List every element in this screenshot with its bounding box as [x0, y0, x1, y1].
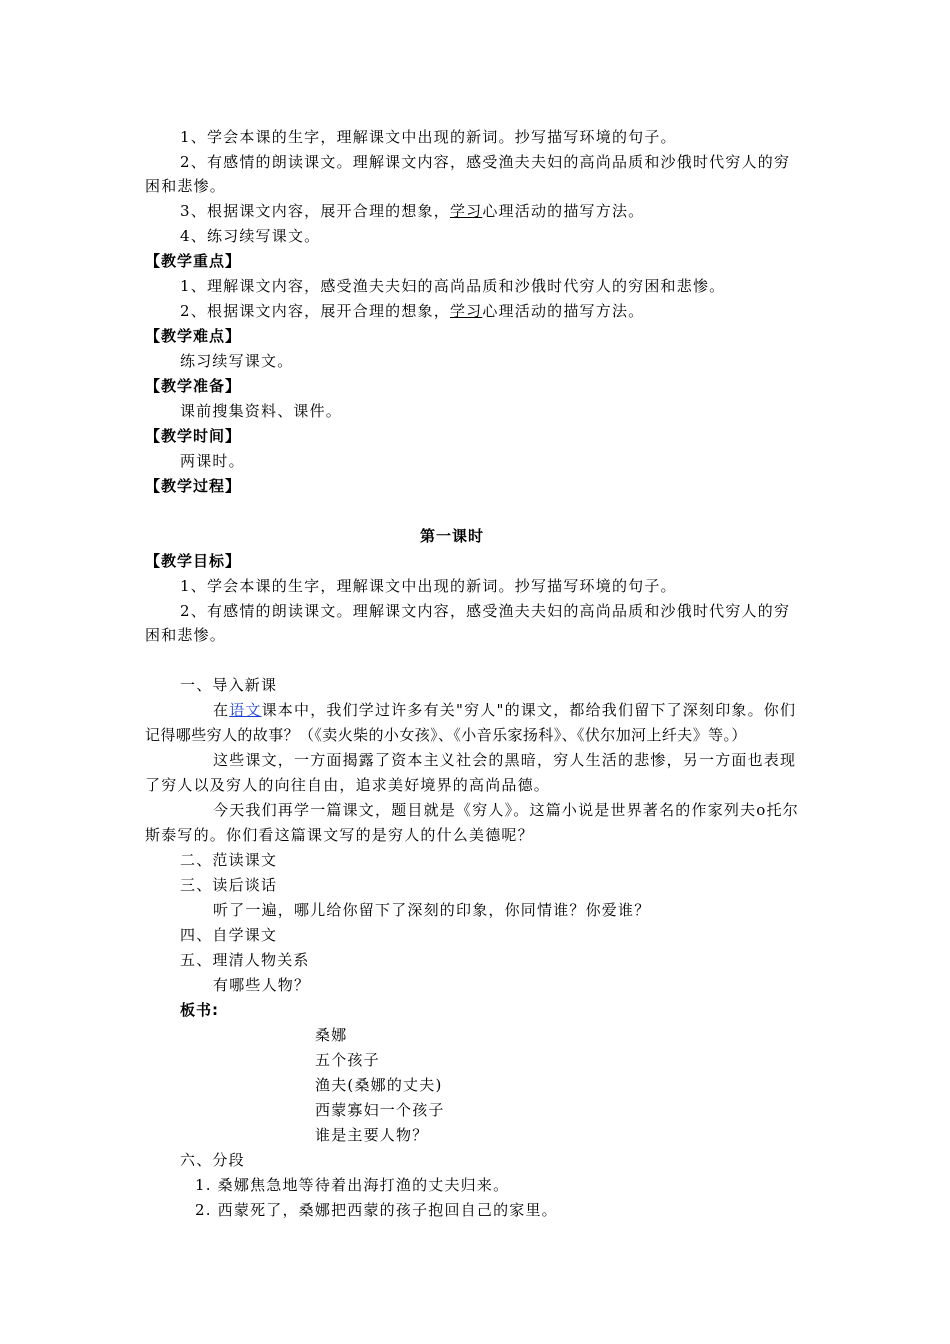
objective-2-line2: 困和悲惨。 — [145, 177, 227, 195]
key-point-1: 1、理解课文内容，感受渔夫夫妇的高尚品质和沙俄时代穷人的穷困和悲惨。 — [180, 277, 726, 295]
step-4: 四、自学课文 — [180, 926, 278, 944]
process-heading: 【教学过程】 — [145, 477, 242, 495]
objective-1: 1、学会本课的生字，理解课文中出现的新词。抄写描写环境的句子。 — [180, 128, 677, 146]
lesson-goal-heading: 【教学目标】 — [145, 552, 242, 570]
preparation-text: 课前搜集资料、课件。 — [180, 402, 343, 420]
step-1: 一、导入新课 — [180, 676, 278, 694]
study-link[interactable]: 学习 — [449, 202, 483, 220]
chinese-link[interactable]: 语文 — [229, 701, 262, 719]
key-points-heading: 【教学重点】 — [145, 252, 242, 270]
lesson-goal-1: 1、学会本课的生字，理解课文中出现的新词。抄写描写环境的句子。 — [180, 577, 677, 595]
board-item: 西蒙寡妇一个孩子 — [315, 1101, 445, 1119]
step-3: 三、读后谈话 — [180, 876, 278, 894]
intro-paragraph-line2: 记得哪些穷人的故事？（《卖火柴的小女孩》、《小音乐家扬科》、《伏尔加河上纤夫》等。） — [145, 726, 747, 744]
step-6: 六、分段 — [180, 1151, 245, 1169]
preparation-heading: 【教学准备】 — [145, 377, 242, 395]
lesson-title: 第一课时 — [420, 527, 485, 545]
study-link[interactable]: 学习 — [449, 302, 483, 320]
segment-2: 2. 西蒙死了，桑娜把西蒙的孩子抱回自己的家里。 — [195, 1201, 558, 1219]
paragraph-2-line1: 这些课文，一方面揭露了资本主义社会的黑暗，穷人生活的悲惨，另一方面也表现 — [213, 751, 797, 769]
segment-1: 1. 桑娜焦急地等待着出海打渔的丈夫归来。 — [195, 1176, 510, 1194]
step-3-text: 听了一遍，哪儿给你留下了深刻的印象，你同情谁？你爱谁？ — [213, 901, 651, 919]
objective-4: 4、练习续写课文。 — [180, 227, 321, 245]
objective-3: 3、根据课文内容，展开合理的想象，学习心理活动的描写方法。 — [180, 202, 645, 220]
time-heading: 【教学时间】 — [145, 427, 242, 445]
paragraph-3-line2: 斯泰写的。你们看这篇课文写的是穷人的什么美德呢？ — [145, 826, 534, 844]
step-5: 五、理清人物关系 — [180, 951, 310, 969]
difficulty-text: 练习续写课文。 — [180, 352, 294, 370]
key-point-2: 2、根据课文内容，展开合理的想象，学习心理活动的描写方法。 — [180, 302, 645, 320]
objective-2-line1: 2、有感情的朗读课文。理解课文内容，感受渔夫夫妇的高尚品质和沙俄时代穷人的穷 — [180, 153, 791, 171]
board-label: 板书: — [180, 1001, 219, 1019]
board-item: 谁是主要人物？ — [315, 1126, 429, 1144]
board-item: 五个孩子 — [315, 1051, 380, 1069]
difficulty-heading: 【教学难点】 — [145, 327, 242, 345]
paragraph-2-line2: 了穷人以及穷人的向往自由，追求美好境界的高尚品德。 — [145, 776, 551, 794]
paragraph-3-line1: 今天我们再学一篇课文，题目就是《穷人》。这篇小说是世界著名的作家列夫o托尔 — [213, 801, 799, 819]
board-item: 桑娜 — [315, 1026, 348, 1044]
step-2: 二、范读课文 — [180, 851, 278, 869]
time-text: 两课时。 — [180, 452, 245, 470]
step-5-text: 有哪些人物？ — [213, 976, 311, 994]
lesson-goal-2-line2: 困和悲惨。 — [145, 626, 227, 644]
board-item: 渔夫(桑娜的丈夫) — [315, 1076, 443, 1094]
lesson-goal-2-line1: 2、有感情的朗读课文。理解课文内容，感受渔夫夫妇的高尚品质和沙俄时代穷人的穷 — [180, 602, 791, 620]
intro-paragraph-line1: 在语文课本中，我们学过许多有关"穷人"的课文，都给我们留下了深刻印象。你们 — [213, 701, 797, 719]
